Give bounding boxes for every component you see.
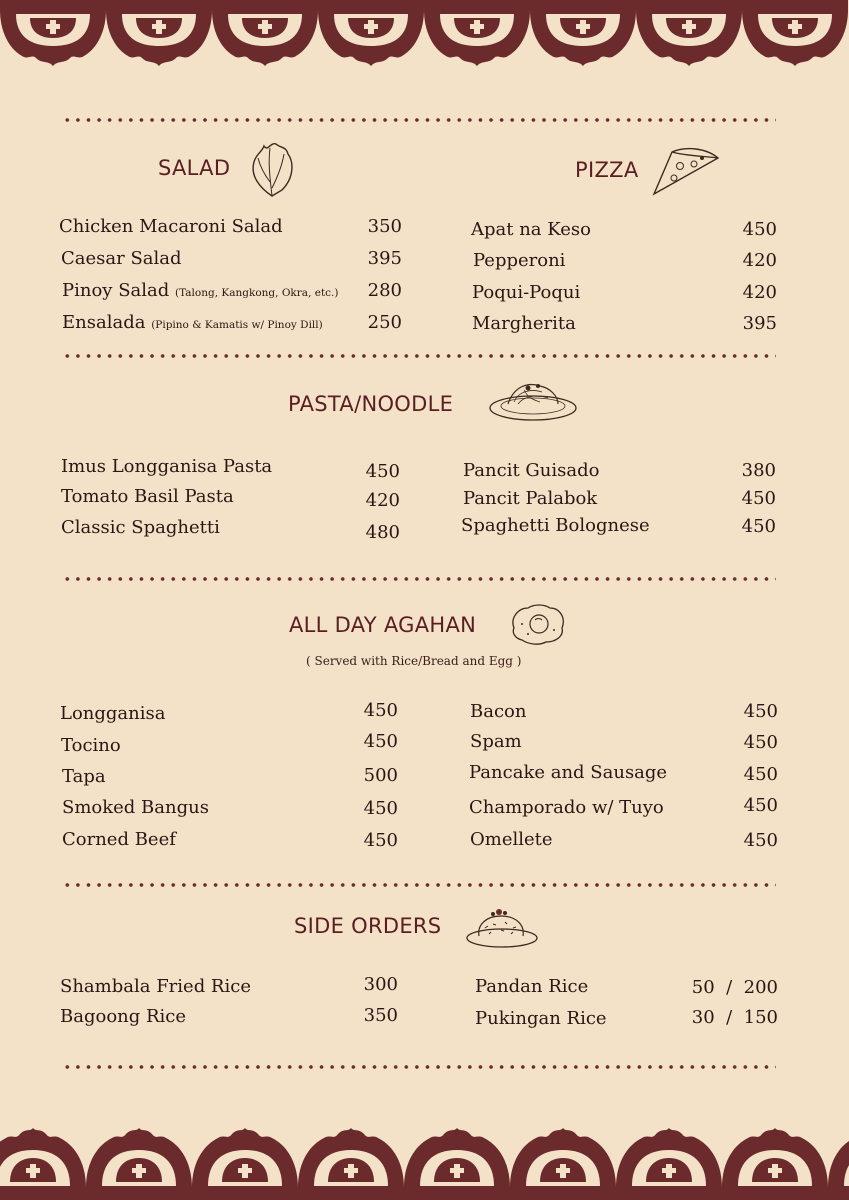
menu-item-name: Tocino [61,735,121,756]
menu-item-name: Pandan Rice [475,976,589,997]
agahan-heading: ALL DAY AGAHAN [289,613,477,637]
agahan-note: ( Served with Rice/Bread and Egg ) [306,654,522,668]
menu-item-name: Pepperoni [473,250,566,271]
menu-item-price: 350 [363,1005,398,1026]
pizza-slice-icon [650,144,722,198]
rice-plate-icon [465,904,539,950]
menu-item-price: 420 [742,282,777,303]
menu-item-price: 450 [742,219,777,240]
bottom-lace-border [0,1128,849,1200]
menu-item-note: (Talong, Kangkong, Okra, etc.) [175,287,339,299]
menu-item-price: 50 / 200 [691,977,778,998]
menu-item-name: Margherita [472,313,576,334]
menu-item-price: 450 [365,461,400,482]
menu-item-name: Pinoy Salad (Talong, Kangkong, Okra, etc.) [62,280,339,301]
menu-item-name: Poqui-Poqui [472,282,581,303]
menu-item-price: 350 [367,216,402,237]
menu-item-name: Ensalada (Pipino & Kamatis w/ Pinoy Dill) [62,312,323,333]
divider [62,116,776,124]
menu-item-price: 280 [367,280,402,301]
menu-item-name: Shambala Fried Rice [60,976,251,997]
menu-item-name: Bagoong Rice [60,1006,187,1027]
divider [62,1063,776,1071]
menu-item-price: 395 [367,248,402,269]
menu-item-name: Imus Longganisa Pasta [61,456,273,477]
menu-item-name: Tomato Basil Pasta [61,486,234,507]
menu-item-name: Bacon [470,701,527,722]
menu-item-price: 395 [742,313,777,334]
menu-item-price: 450 [363,830,398,851]
salad-heading: SALAD [158,156,231,180]
menu-item-price: 250 [367,312,402,333]
menu-item-price: 450 [741,488,776,509]
menu-item-name: Pancake and Sausage [469,762,668,783]
menu-item-price: 30 / 150 [691,1007,778,1028]
divider [62,575,776,583]
lettuce-icon [246,138,298,198]
menu-item-note: (Pipino & Kamatis w/ Pinoy Dill) [151,319,323,331]
menu-item-price: 420 [365,490,400,511]
menu-item-name: Smoked Bangus [62,797,209,818]
menu-item-name: Classic Spaghetti [61,517,220,538]
menu-item-name: Corned Beef [62,829,176,850]
pasta-plate-icon [488,376,578,422]
side-orders-heading: SIDE ORDERS [294,914,442,938]
menu-item-price: 450 [363,798,398,819]
menu-item-name: Apat na Keso [471,219,591,240]
divider [62,881,776,889]
top-lace-border [0,0,849,66]
menu-item-price: 450 [363,731,398,752]
divider [62,352,776,360]
menu-item-price: 380 [741,460,776,481]
pasta-heading: PASTA/NOODLE [288,392,454,416]
menu-item-name: Champorado w/ Tuyo [469,797,664,818]
menu-item-price: 420 [742,250,777,271]
menu-item-name: Omellete [470,829,553,850]
menu-item-price: 450 [743,764,778,785]
menu-item-price: 500 [363,765,398,786]
menu-item-name: Spaghetti Bolognese [461,515,650,536]
menu-item-price: 450 [743,701,778,722]
menu-item-price: 480 [365,522,400,543]
menu-item-name: Chicken Macaroni Salad [59,216,283,237]
menu-item-name: Pancit Guisado [463,460,600,481]
menu-item-price: 450 [363,700,398,721]
menu-item-price: 450 [743,830,778,851]
menu-item-name: Pancit Palabok [463,488,598,509]
menu-item-name: Longganisa [60,703,166,724]
menu-item-name: Pukingan Rice [475,1008,607,1029]
menu-item-price: 450 [741,516,776,537]
menu-item-name: Tapa [62,766,106,787]
menu-item-name: Spam [470,731,522,752]
menu-item-price: 450 [743,795,778,816]
menu-item-price: 450 [743,732,778,753]
menu-item-name: Caesar Salad [61,248,182,269]
pizza-heading: PIZZA [575,158,639,182]
menu-item-price: 300 [363,974,398,995]
fried-egg-icon [508,602,568,646]
